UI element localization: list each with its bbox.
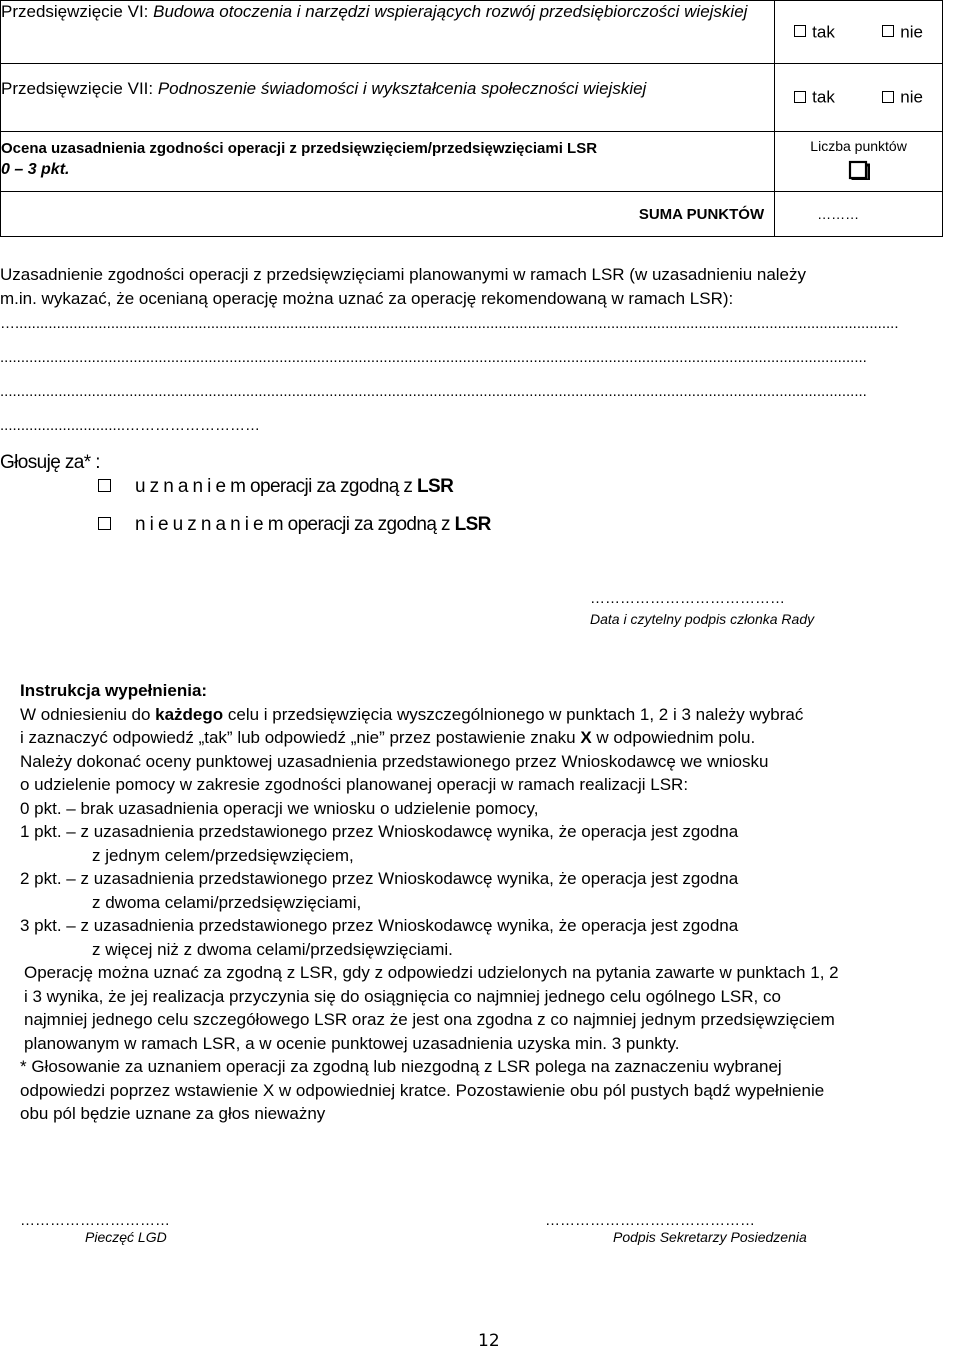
row1-yes-label: tak bbox=[812, 22, 835, 42]
row3-points-range: 0 – 3 pkt. bbox=[1, 161, 70, 178]
reject-spaced: n i e u z n a n i e m bbox=[135, 514, 283, 535]
row-przedsiewziecie-vi bbox=[1, 1, 775, 64]
justification-dots-4[interactable]: ..............................……………………… bbox=[0, 417, 261, 434]
row1-no-label: nie bbox=[900, 22, 923, 42]
row2-prefix: Przedsięwzięcie VII: bbox=[1, 79, 158, 98]
vote-option-accept[interactable] bbox=[98, 476, 453, 498]
sum-value-cell[interactable] bbox=[775, 192, 943, 237]
vote-option-reject[interactable] bbox=[98, 514, 491, 536]
row1-no-checkbox[interactable] bbox=[882, 25, 894, 37]
instructions-p4-l3: obu pól będzie uznane za głos nieważny bbox=[20, 1104, 326, 1123]
instructions-p1-line2: i zaznaczyć odpowiedź „tak” lub odpowiedź „nie” przez postawienie znaku X w odpowiednim polu. bbox=[20, 728, 756, 747]
stamp-dots: ………………………… bbox=[20, 1212, 170, 1229]
row2-yes-label: tak bbox=[812, 87, 835, 107]
checkbox-icon bbox=[848, 160, 870, 180]
instructions-p4-l1: * Głosowanie za uznaniem operacji za zgodną lub niezgodną z LSR polega na zaznaczeniu wybranej bbox=[20, 1057, 782, 1076]
instructions-p2-line1: Należy dokonać oceny punktowej uzasadnienia przedstawionego przez Wnioskodawcę we wniosku bbox=[20, 751, 769, 771]
accept-spaced: u z n a n i e m bbox=[135, 476, 246, 497]
instructions-pt1-b: z jednym celem/przedsięwzięciem, bbox=[92, 845, 354, 865]
justification-section bbox=[0, 263, 960, 311]
instructions-pt0: 0 pkt. – brak uzasadnienia operacji we wniosku o udzielenie pomocy, bbox=[20, 798, 539, 818]
instructions-p4-l2: odpowiedzi poprzez wstawienie X w odpowiedniej kratce. Pozostawienie obu pól pustych bądź wypełnienie bbox=[20, 1080, 825, 1100]
page-number: 12 bbox=[478, 1331, 500, 1351]
points-label: Liczba punktów bbox=[810, 138, 907, 154]
evaluation-table bbox=[0, 0, 943, 237]
accept-checkbox[interactable] bbox=[98, 479, 111, 492]
reject-rest: operacji za zgodną z bbox=[282, 514, 455, 535]
points-input-box[interactable] bbox=[775, 160, 942, 183]
row2-no-checkbox[interactable] bbox=[882, 91, 894, 103]
instructions-pt3-a: 3 pkt. – z uzasadnienia przedstawionego przez Wnioskodawcę wynika, że operacja jest zgodna bbox=[20, 916, 739, 935]
justification-dots-2[interactable]: ................................................................................................................................................................................................................ bbox=[0, 349, 867, 366]
row2-text: Podnoszenie świadomości i wykształcenia społeczności wiejskiej bbox=[157, 79, 647, 98]
row2-choices bbox=[775, 64, 943, 132]
reject-checkbox[interactable] bbox=[98, 517, 111, 530]
row1-choices bbox=[775, 1, 943, 64]
row1-prefix: Przedsięwzięcie VI: bbox=[1, 2, 154, 21]
instructions-pt3-b: z więcej niż z dwoma celami/przedsięwzięciami. bbox=[92, 939, 453, 959]
instructions-p2-line2: o udzielenie pomocy w zakresie zgodności planowanej operacji w ramach realizacji LSR: bbox=[20, 775, 689, 794]
reject-lsr: LSR bbox=[454, 514, 491, 535]
justification-dots-1[interactable]: ….................................................................................................................................................................................................................... bbox=[0, 315, 899, 332]
justification-dots-3[interactable]: ................................................................................................................................................................................................................ bbox=[0, 383, 867, 400]
accept-rest: operacji za zgodną z bbox=[245, 476, 417, 497]
instructions-p3-l1: Operację można uznać za zgodną z LSR, gdy z odpowiedzi udzielonych na pytania zawarte w punktach 1, 2 bbox=[24, 963, 839, 982]
row2-no-label: nie bbox=[900, 87, 923, 107]
instructions-p3-l2: i 3 wynika, że jej realizacja przyczynia się do osiągnięcia co najmniej jednego celu ogólnego LSR, co bbox=[24, 986, 781, 1006]
instructions-p3-l3: najmniej jednego celu szczegółowego LSR oraz że jest ona zgodna z co najmniej jednym przedsięwzięciem bbox=[24, 1010, 835, 1029]
row1-text: Budowa otoczenia i narzędzi wspierających rozwój przedsiębiorczości wiejskiej bbox=[153, 2, 748, 21]
instructions-pt2-b: z dwoma celami/przedsięwzięciami, bbox=[92, 892, 362, 912]
signature-dots: ………………………………… bbox=[590, 590, 785, 607]
sum-label-cell bbox=[1, 192, 775, 237]
justification-line-1: Uzasadnienie zgodności operacji z przedsięwzięciami planowanymi w ramach LSR (w uzasadnieniu należy bbox=[0, 265, 807, 284]
row-ocena bbox=[1, 132, 775, 192]
sum-value: ……… bbox=[817, 206, 860, 222]
stamp-caption: Pieczęć LGD bbox=[85, 1229, 167, 1245]
instructions-p3-l4: planowanym w ramach LSR, a w ocenie punktowej uzasadnienia uzyska min. 3 punkty. bbox=[24, 1033, 680, 1053]
row1-yes-checkbox[interactable] bbox=[794, 25, 806, 37]
row-przedsiewziecie-vii bbox=[1, 64, 775, 132]
instructions-section bbox=[20, 679, 960, 1126]
justification-line-2: m.in. wykazać, że ocenianą operację można uznać za operację rekomendowaną w ramach LSR): bbox=[0, 289, 734, 308]
row3-title: Ocena uzasadnienia zgodności operacji z przedsięwzięciem/przedsięwzięciami LSR bbox=[1, 140, 598, 157]
instructions-pt2-a: 2 pkt. – z uzasadnienia przedstawionego przez Wnioskodawcę wynika, że operacja jest zgodna bbox=[20, 869, 739, 888]
instructions-heading: Instrukcja wypełnienia: bbox=[20, 681, 208, 700]
instructions-pt1-a: 1 pkt. – z uzasadnienia przedstawionego przez Wnioskodawcę wynika, że operacja jest zgodna bbox=[20, 822, 739, 841]
row3-points-cell bbox=[775, 132, 943, 192]
vote-label: Głosuję za* : bbox=[0, 452, 100, 473]
instructions-p1-line1: W odniesieniu do każdego celu i przedsięwzięcia wyszczególnionego w punktach 1, 2 i 3 należy wybrać bbox=[20, 704, 804, 724]
secretaries-dots: …………………………………… bbox=[545, 1212, 755, 1229]
signature-caption: Data i czytelny podpis członka Rady bbox=[590, 611, 815, 627]
accept-lsr: LSR bbox=[416, 476, 454, 497]
sum-label: SUMA PUNKTÓW bbox=[638, 205, 765, 223]
row2-yes-checkbox[interactable] bbox=[794, 91, 806, 103]
secretaries-caption: Podpis Sekretarzy Posiedzenia bbox=[613, 1229, 807, 1245]
